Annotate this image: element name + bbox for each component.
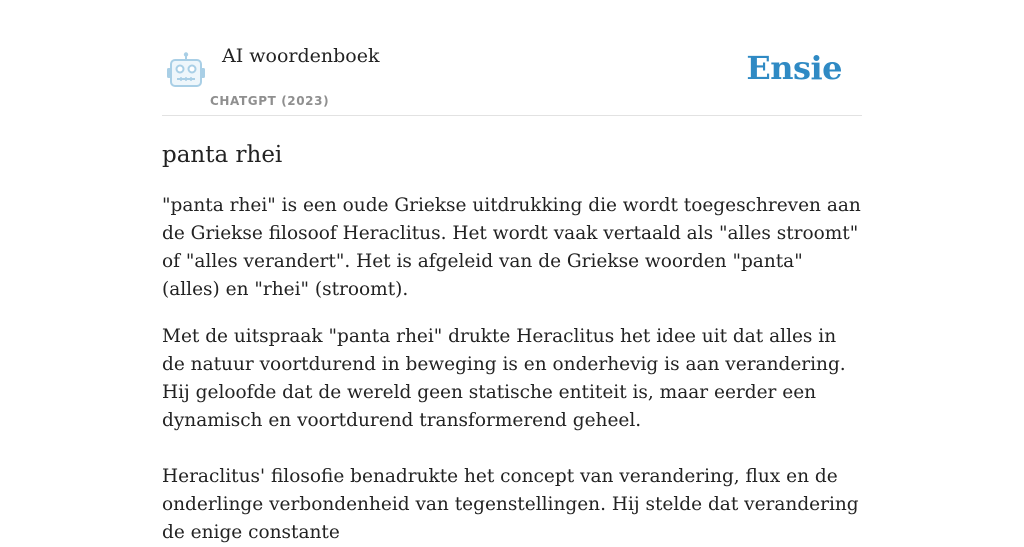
entry-term: panta rhei (162, 142, 283, 168)
definition-paragraph-1: "panta rhei" is een oude Griekse uitdrukking die wordt toegeschreven aan de Griekse filosoof Heraclitus. Het wordt vaak vertaald als "alles stroomt" of "alles verandert". Het is afgeleid van de Griekse woorden "panta" (alles) en "rhei" (stroomt). (162, 195, 861, 300)
definition-paragraph-2: Met de uitspraak "panta rhei" drukte Heraclitus het idee uit dat alles in de natuur voortdurend in beweging is en onderhevig is aan verandering. Hij geloofde dat de wereld geen statische entiteit is, maar eerder een dynamisch en voortdurend transformerend geheel. (162, 326, 846, 431)
source-title[interactable]: AI woordenboek (222, 45, 380, 67)
source-subtitle: CHATGPT (2023) (210, 94, 330, 108)
main-content (162, 0, 862, 547)
brand-logo[interactable]: Ensie (746, 49, 842, 87)
entry-header (162, 0, 862, 116)
definition-paragraph-3: Heraclitus' filosofie benadrukte het concept van verandering, flux en de onderlinge verbondenheid van tegenstellingen. Hij stelde dat verandering de enige constante (162, 466, 859, 543)
robot-icon (166, 52, 206, 90)
